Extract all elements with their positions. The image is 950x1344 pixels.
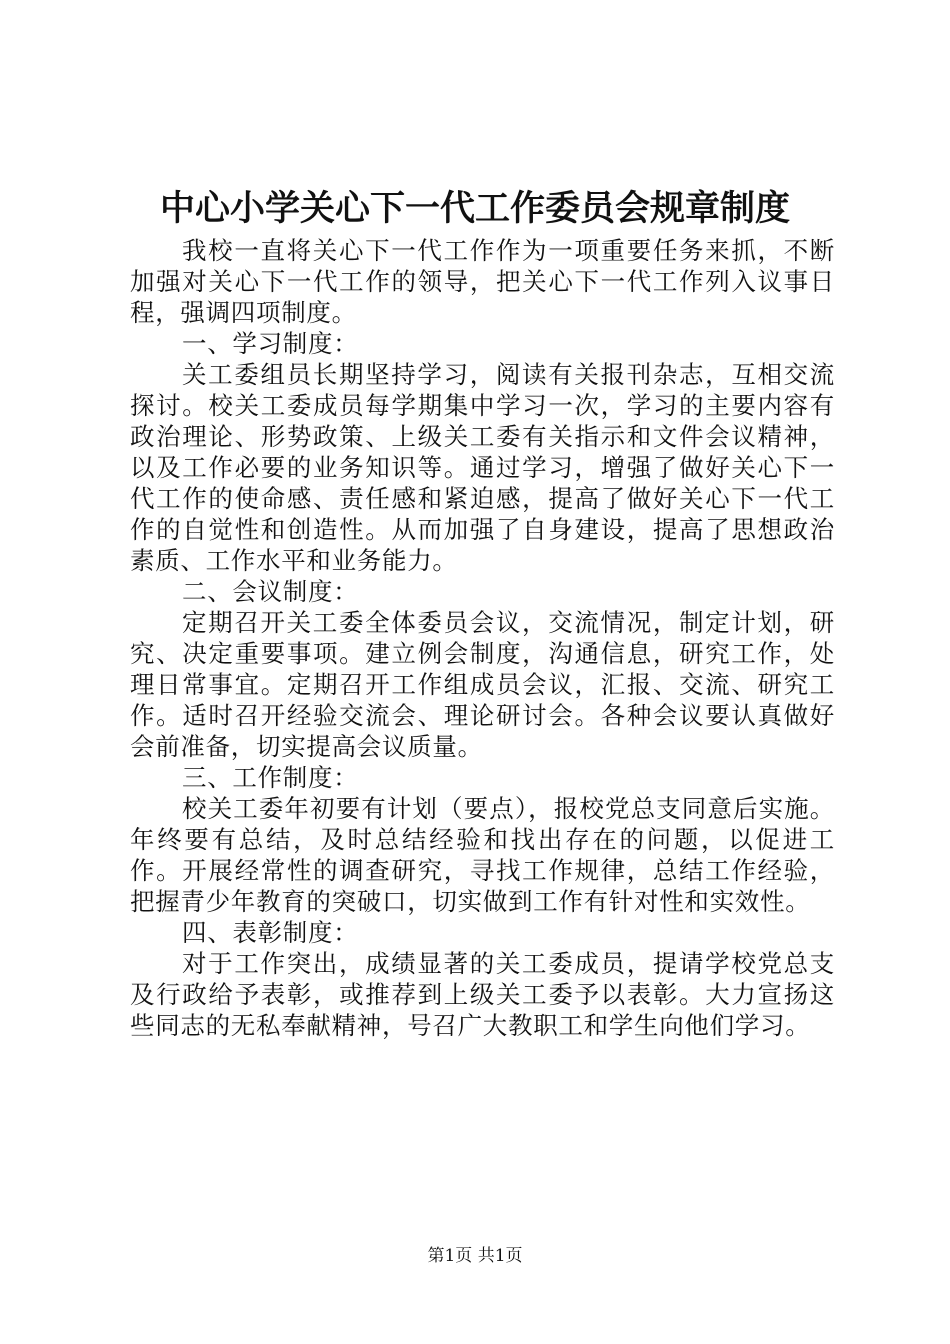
work-paragraph: 校关工委年初要有计划（要点），报校党总支同意后实施。年终要有总结，及时总结经验和找出存在的问题，以促进工作。开展经常性的调查研究，寻找工作规律，总结工作经验，把握青少年教育的突破口，切实做到工作有针对性和实效性。 — [130, 794, 835, 916]
study-paragraph: 关工委组员长期坚持学习，阅读有关报刊杂志，互相交流探讨。校关工委成员每学期集中学习一次，学习的主要内容有政治理论、形势政策、上级关工委有关指示和文件会议精神，以及工作必要的业务知识等。通过学习，增强了做好关心下一代工作的使命感、责任感和紧迫感，提高了做好关心下一代工作的自觉性和创造性。从而加强了自身建设，提高了思想政治素质、工作水平和业务能力。 — [130, 360, 835, 575]
document-title: 中心小学关心下一代工作委员会规章制度 — [159, 188, 790, 229]
section-heading-work: 三、工作制度： — [182, 763, 359, 792]
intro-paragraph: 我校一直将关心下一代工作作为一项重要任务来抓，不断加强对关心下一代工作的领导，把关心下一代工作列入议事日程，强调四项制度。 — [130, 236, 835, 327]
section-heading-meeting: 二、会议制度： — [182, 577, 359, 606]
section-heading-study: 一、学习制度： — [182, 329, 359, 358]
meeting-paragraph: 定期召开关工委全体委员会议，交流情况，制定计划，研究、决定重要事项。建立例会制度，沟通信息，研究工作，处理日常事宜。定期召开工作组成员会议，汇报、交流、研究工作。适时召开经验交流会、理论研讨会。各种会议要认真做好会前准备，切实提高会议质量。 — [130, 608, 835, 761]
page-footer: 第1页 共1页 — [427, 1246, 523, 1266]
document-body — [130, 235, 835, 1041]
commendation-paragraph: 对于工作突出，成绩显著的关工委成员，提请学校党总支及行政给予表彰，或推荐到上级关工委予以表彰。大力宣扬这些同志的无私奉献精神，号召广大教职工和学生向他们学习。 — [130, 949, 835, 1040]
section-heading-commendation: 四、表彰制度： — [182, 918, 359, 947]
